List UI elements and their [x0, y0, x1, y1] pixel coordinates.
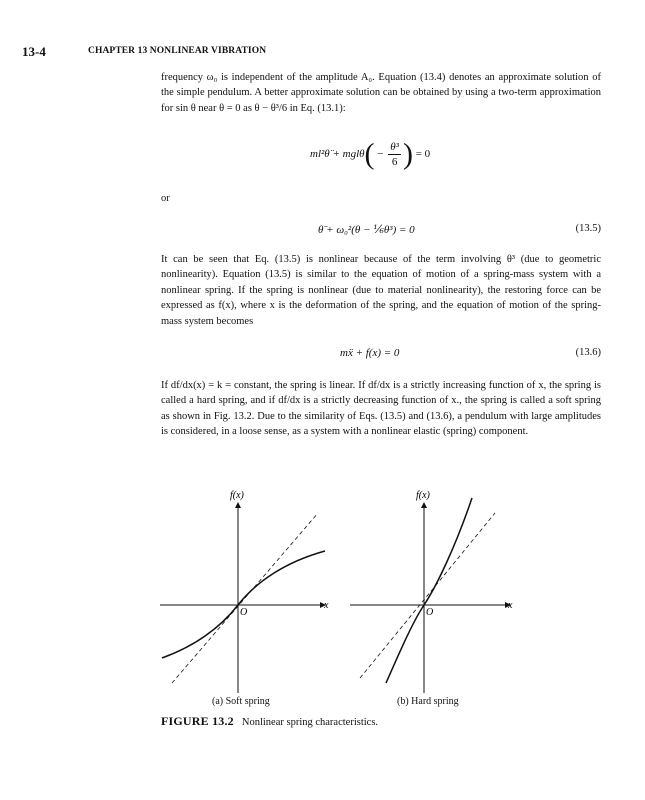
page-header [22, 44, 622, 60]
hard-spring-curve [386, 498, 472, 683]
hard-x-label: x [508, 600, 513, 611]
eq1-frac-den: 6 [391, 156, 398, 168]
soft-x-label: x [324, 600, 329, 611]
chapter-title: CHAPTER 13 NONLINEAR VIBRATION [88, 46, 267, 56]
eq1-fraction [388, 140, 401, 169]
soft-spring-plot [160, 490, 329, 693]
equation-pendulum: ml²θ̈ + mglθ( − $\frac{\text{θ³}}{6}$ ) = 0 [310, 137, 431, 171]
paragraph-3: If df/dx(x) = k = constant, the spring is linear. If df/dx is a strictly increasing function of x, the spring is called a hard spring, and if df/dx is a strictly decreasing function of x., the spring is called a soft spring as shown in Fig. 13.2. Due to the similarity of Eqs. (13.5) and (13.6), a pendulum with large amplitudes is considered, in a loose sense, as a system with a nonlinear elastic (spring) component. [161, 380, 601, 438]
figure-caption-text: Nonlinear spring characteristics. [241, 717, 379, 728]
figure-spring-characteristics [150, 478, 530, 708]
soft-linear-reference [172, 513, 318, 683]
hard-spring-plot [350, 490, 513, 693]
soft-spring-caption: (a) Soft spring [212, 696, 270, 707]
or-text: or [161, 193, 170, 204]
figure-caption [161, 714, 378, 729]
equation-13-6-number: (13.6) [575, 347, 601, 358]
soft-y-label: f(x) [230, 490, 244, 501]
figure-label: FIGURE 13.2 [161, 714, 234, 728]
hard-spring-caption: (b) Hard spring [397, 696, 459, 707]
equation-13-6: mẍ + f(x) = 0 [340, 347, 400, 359]
hard-origin-label: O [426, 607, 434, 618]
paragraph-2: It can be seen that Eq. (13.5) is nonlinear because of the term involving θ³ (due to geometric nonlinearity). Equation (13.5) is similar to the equation of motion of a spring-mass system with a nonlinear spring. If the spring is nonlinear (due to material nonlinearity), the restoring force can be expressed as f(x), where x is the deformation of the spring, and the equation of motion of the spring-mass system becomes [161, 254, 601, 327]
equation-13-5: θ̈ + ω₀²(θ − ⅙θ³) = 0 [318, 224, 415, 236]
paragraph-1: frequency ω₀ is independent of the amplitude A₀. Equation (13.4) denotes an approximate solution of the simple pendulum. A better approximate solution can be obtained by using a two-term approximation for sin θ near θ = 0 as θ − θ³/6 in Eq. (13.1): [161, 72, 601, 114]
eq1-right: = 0 [415, 148, 431, 161]
eq1-frac-num: θ³ [390, 141, 399, 153]
equation-13-5-number: (13.5) [575, 223, 601, 234]
eq1-left: ml²θ̈ + mglθ [310, 148, 365, 161]
hard-linear-reference [360, 513, 495, 678]
page-number: 13-4 [22, 44, 46, 59]
soft-origin-label: O [240, 607, 248, 618]
hard-y-label: f(x) [416, 490, 430, 501]
